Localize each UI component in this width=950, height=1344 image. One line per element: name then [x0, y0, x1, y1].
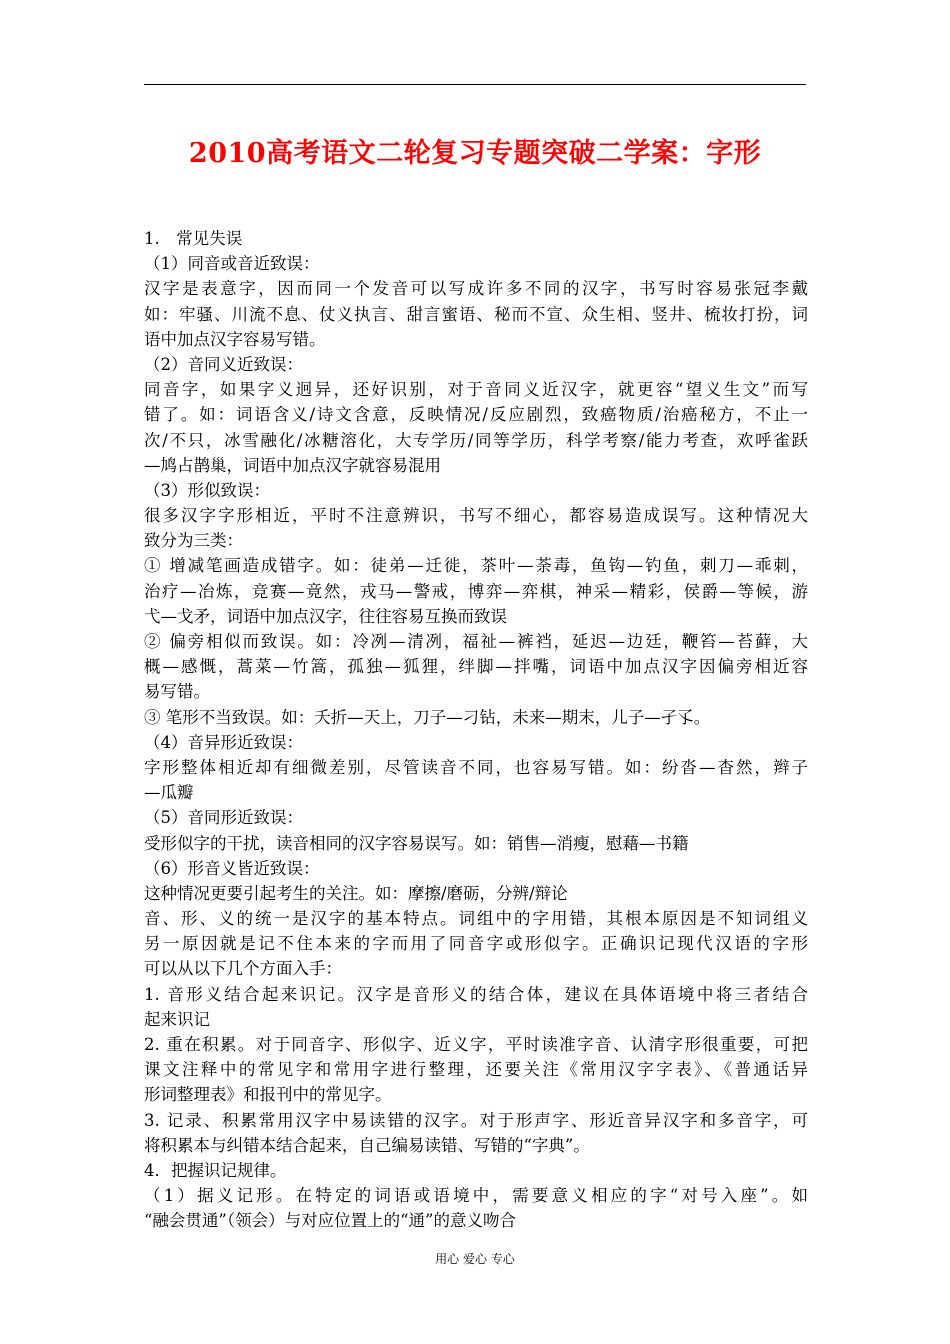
page-footer: 用心 爱心 专心: [435, 1252, 515, 1266]
text-line: （4）音异形近致误：: [144, 732, 303, 752]
text-line: 可以从以下几个方面入手：: [144, 959, 342, 979]
text-line: 同音字，如果字义迥异，还好识别，对于音同义近汉字，就更容“望义生文”而写: [144, 380, 808, 400]
text-line: （5）音同形近致误：: [144, 808, 303, 828]
header-rule: [144, 84, 806, 85]
text-line: 1. 音形义结合起来识记。汉字是音形义的结合体，建议在具体语境中将三者结合: [144, 984, 808, 1004]
text-line: “融会贯通”（领会）与对应位置上的“通”的意义吻合: [144, 1211, 516, 1231]
text-line: 字形整体相近却有细微差别，尽管读音不同，也容易写错。如：纷沓—杳然，辫子: [144, 757, 808, 777]
text-line: （3）形似致误：: [144, 480, 270, 500]
text-line: ② 偏旁相似而致误。如：冷冽—清冽，福祉—裤裆，延迟—边廷，鞭笞—苔藓，大: [144, 632, 808, 651]
text-line: （1）同音或音近致误：: [144, 254, 320, 274]
text-line: 错了。如：词语含义/诗文含意，反映情况/反应剧烈，致癌物质/治癌秘方，不止一: [144, 405, 808, 425]
text-line: ① 增减笔画造成错字。如：徒弟—迁徙，茶叶—荼毒，鱼钩—钓鱼，刺刀—乖刺，: [144, 556, 808, 576]
text-line: 这种情况更要引起考生的关注。如：摩擦/磨砺，分辨/辩论: [144, 883, 568, 903]
text-line: 如：牢骚、川流不息、仗义执言、甜言蜜语、秘而不宣、众生相、竖井、梳妆打扮，词: [144, 304, 808, 324]
text-line: 将积累本与纠错本结合起来，自己编易读错、写错的“字典”。: [144, 1135, 590, 1155]
text-line: 致分为三类：: [144, 531, 243, 551]
text-line: 音、形、义的统一是汉字的基本特点。词组中的字用错，其根本原因是不知词组义: [144, 909, 808, 929]
text-line: 语中加点汉字容易写错。: [144, 329, 326, 349]
text-line: —鸠占鹊巢，词语中加点汉字就容易混用: [144, 455, 441, 475]
text-line: 起来识记: [144, 1009, 210, 1029]
text-line: （2）音同义近致误：: [144, 354, 303, 374]
text-line: （1）据义记形。在特定的词语或语境中，需要意义相应的字“对号入座”。如: [144, 1186, 808, 1206]
text-line: 受形似字的干扰，读音相同的汉字容易误写。如：销售—消瘦，慰藉—书籍: [144, 833, 689, 853]
text-line: 形词整理表》和报刊中的常见字。: [144, 1085, 392, 1105]
text-line: 弋—戈矛，词语中加点汉字，往往容易互换而致误: [144, 606, 507, 626]
text-line: 次/不只，冰雪融化/冰糖溶化，大专学历/同等学历，科学考察/能力考查，欢呼雀跃: [144, 430, 808, 450]
text-line: 概—感慨，蒿菜—竹篙，孤独—狐狸，绊脚—拌嘴，词语中加点汉字因偏旁相近容: [144, 657, 808, 677]
text-line: 1. 常见失误: [144, 229, 243, 248]
text-line: 4．把握识记规律。: [144, 1160, 287, 1180]
text-line: 治疗—冶炼，竞赛—竟然，戎马—警戒，博弈—弈棋，神采—精彩，侯爵—等候，游: [144, 581, 808, 601]
document-title: 2010高考语文二轮复习专题突破二学案：字形: [188, 138, 762, 169]
text-line: 2. 重在积累。对于同音字、形似字、近义字，平时读准字音、认清字形很重要，可把: [144, 1035, 808, 1054]
text-line: 3. 记录、积累常用汉字中易读错的汉字。对于形声字、形近音异汉字和多音字，可: [144, 1110, 808, 1130]
text-line: ③ 笔形不当致误。如：夭折—天上，刀子—刁钻，未来—期末，儿子—孑孓。: [144, 707, 711, 727]
text-line: 另一原因就是记不住本来的字而用了同音字或形似字。正确识记现代汉语的字形: [144, 934, 808, 954]
text-line: —瓜瓣: [144, 783, 194, 803]
text-line: 易写错。: [144, 682, 210, 702]
document-body: [144, 226, 808, 1234]
text-line: 课文注释中的常见字和常用字进行整理，还要关注《常用汉字字表》、《普通话异: [144, 1060, 808, 1080]
text-line: 汉字是表意字，因而同一个发音可以写成许多不同的汉字，书写时容易张冠李戴: [144, 279, 808, 299]
text-line: 很多汉字字形相近，平时不注意辨识，书写不细心，都容易造成误写。这种情况大: [144, 506, 808, 526]
text-line: （6）形音义皆近致误：: [144, 858, 320, 878]
